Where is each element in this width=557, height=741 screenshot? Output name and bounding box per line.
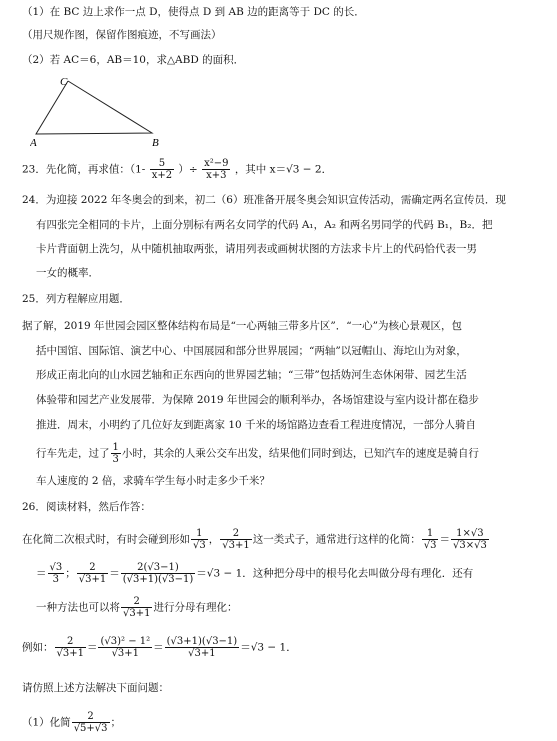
label-A: A — [30, 137, 37, 149]
q23-prefix: 23．先化简，再求值：（1- — [22, 163, 146, 176]
q25-line4: 体验带和园艺产业发展带．为保障 2019 年世园会的顺利举办，各场馆建设与室内设计都在稳步 — [36, 394, 479, 406]
q24-line1: 24．为迎接 2022 年冬奥会的到来，初二（6）班准备开展冬奥会知识宣传活动，需确定两名宣传员．现 — [22, 194, 506, 206]
q23-frac1: $\frac{5}{x+2}$ — [151, 158, 173, 181]
q25-line7: 车人速度的 2 倍，求骑车学生每小时走多少千米？ — [36, 475, 270, 487]
q25-title: 25．列方程解应用题． — [22, 293, 130, 305]
triangle-figure — [30, 78, 200, 158]
q26-line3: 一种方法也可以将 $\frac{2}{√3+1}$ 进行分母有理化： — [36, 596, 238, 619]
q26-example: 例如： $\frac{2}{√3+1}$ ＝ $\frac{\text{(√3)² − 1²}}{√3+1}$ ＝ $\frac{(√3+1)(√3-1)}{√3+1}$ ＝√3 − 1． — [22, 636, 297, 659]
q25-line5: 推进．周末，小明约了几位好友到距离家 10 千米的场馆路边查看工程进度情况，一部分人骑自 — [36, 419, 477, 431]
q23-suffix: ，其中 x＝√3 − 2． — [234, 163, 333, 176]
q24-line3: 卡片背面朝上洗匀，从中随机抽取两张，请用列表或画树状图的方法求卡片上的代码恰代表一男 — [36, 243, 477, 255]
q25-line1: 据了解，2019 年世园会园区整体结构布局是“一心两轴三带多片区”．“一心”为核心景观区，包 — [22, 320, 463, 332]
label-C: C — [60, 78, 68, 88]
q26-line2: ＝ $\frac{√3}{3}$ ； $\frac{2}{√3+1}$ ＝ $\frac{2(√3-1)}{(√3+1)(√3-1)}$ ＝√3 − 1．这种把分母中的根号化去叫做分母有理化．还有 — [36, 562, 474, 585]
q22-part1: （1）在 BC 边上求作一点 D，使得点 D 到 AB 边的距离等于 DC 的长． — [22, 6, 365, 18]
q25-frac-third: $\frac{1}{3}$ — [112, 442, 119, 465]
q26-part1: （1）化简 $\frac{2}{√5+√3}$ ； — [22, 711, 122, 734]
q22-note: （用尺规作图，保留作图痕迹，不写画法） — [22, 29, 222, 41]
q24-line2: 有四张完全相同的卡片，上面分别标有两名女同学的代码 A₁，A₂ 和两名男同学的代码 B₁，B₂．把 — [36, 219, 493, 231]
q26-line1: 在化简二次根式时，有时会碰到形如 $\frac{1}{√3}$ ， $\frac{2}{√3+1}$ 这一类式子，通常进行这样的化简： $\frac{1}{√3}$ ＝ $\frac{1\times√3}{√3\times√3}$ — [22, 528, 487, 551]
q25-line6: 行车先走，过了 $\frac{1}{3}$ 小时，其余的人乘公交车出发，结果他们同时到达，已知汽车的速度是骑自行 — [36, 442, 479, 465]
q25-line2: 括中国馆、国际馆、演艺中心、中国展园和部分世界展园；“两轴”以冠帽山、海坨山为对象， — [36, 345, 467, 357]
q22-part2: （2）若 AC＝6，AB＝10，求△ABD 的面积． — [22, 54, 245, 66]
q23-frac2: $\frac{\text{x²−9}}{x+3}$ — [204, 158, 229, 181]
q26-ask: 请仿照上述方法解决下面问题： — [22, 682, 169, 694]
q23-line — [22, 158, 332, 181]
q24-line4: 一女的概率． — [36, 267, 99, 279]
label-B: B — [152, 137, 159, 149]
q23-mid: ）÷ — [178, 163, 198, 176]
q25-line3: 形成正南北向的山水园艺轴和正东西向的世界园艺轴；“三带”包括妫河生态休闲带、园艺生活 — [36, 369, 467, 381]
q26-title: 26．阅读材料，然后作答： — [22, 501, 151, 513]
